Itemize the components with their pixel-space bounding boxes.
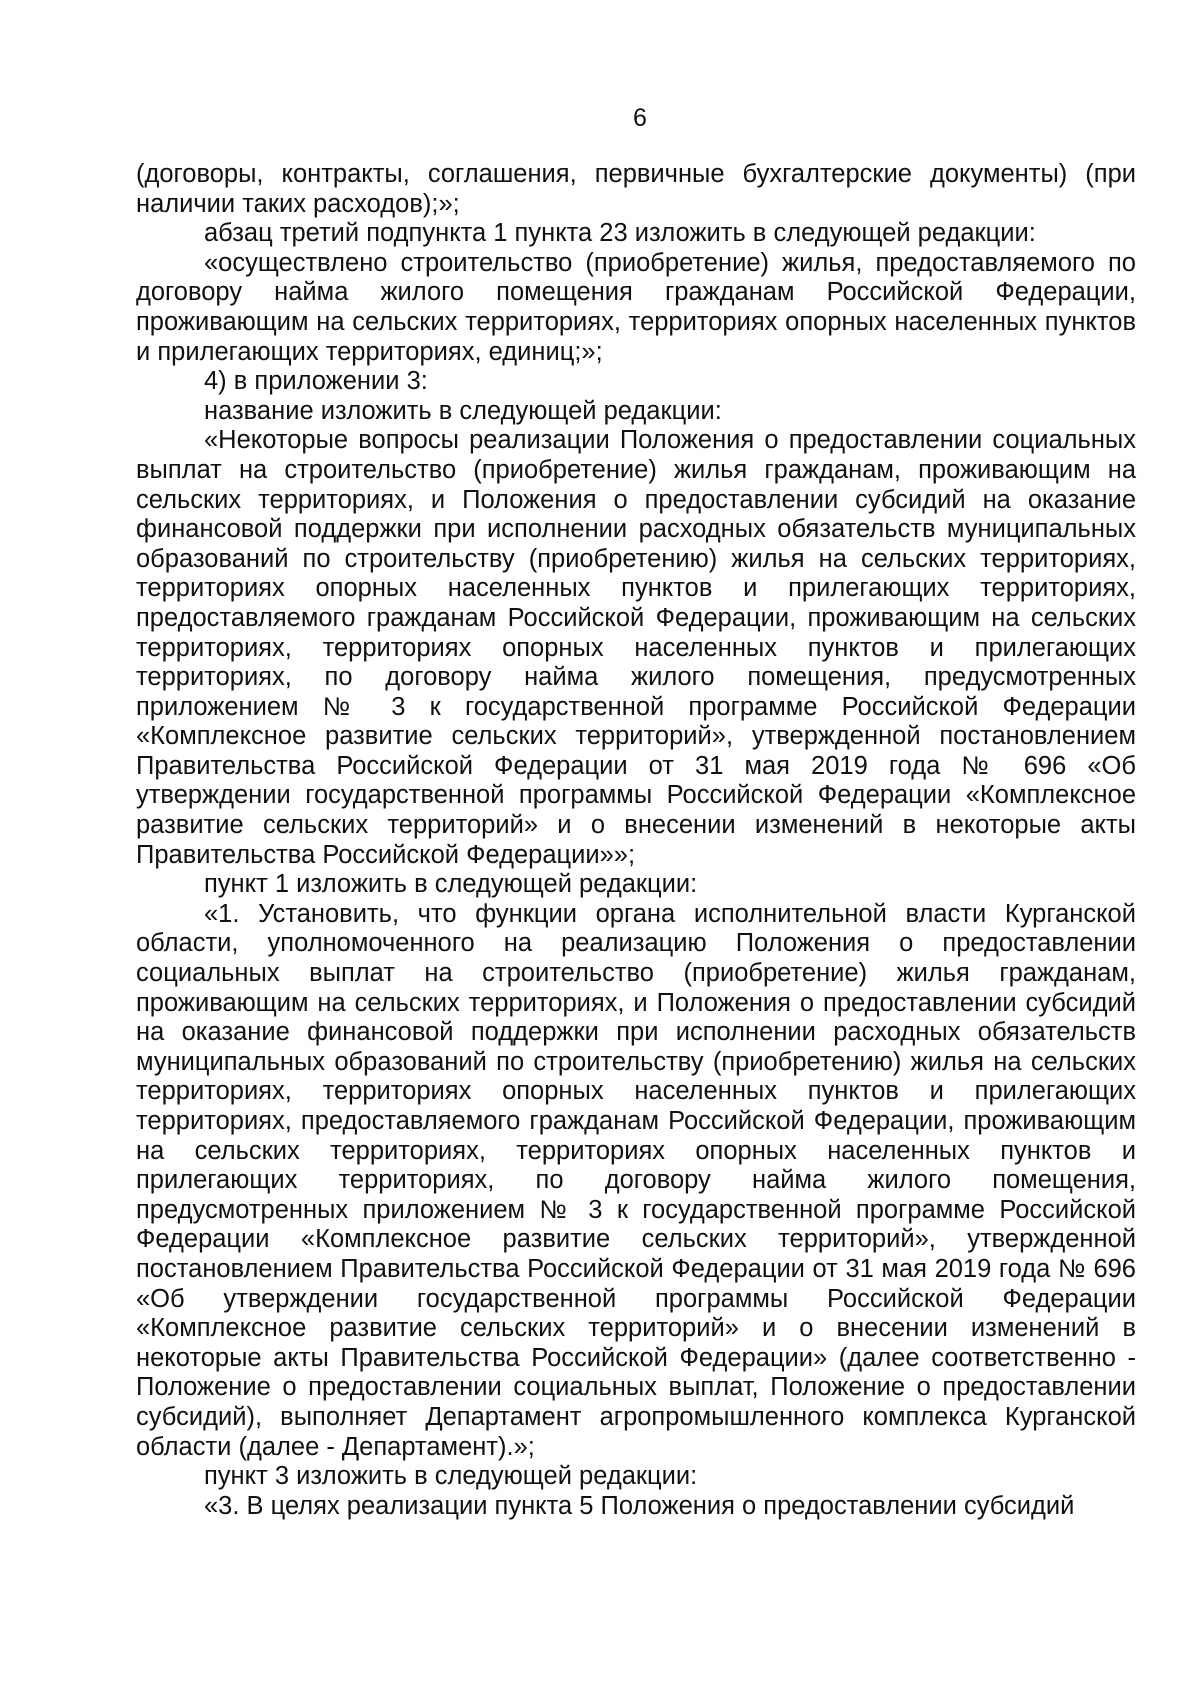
page-number: 6: [633, 104, 647, 132]
paragraph: «Некоторые вопросы реализации Положения о предоставлении социальных выплат на строительство (приобретение) жилья гражданам, проживающим на сельских территориях, и Положения о предоставлении субсидий на оказание финансовой поддержки при исполнении расходных обязательств муниципальных образований по строительству (приобретению) жилья на сельских территориях, территориях опорных населенных пунктов и прилегающих территориях, предоставляемого гражданам Российской Федерации, проживающим на сельских территориях, территориях опорных населенных пунктов и прилегающих территориях, по договору найма жилого помещения, предусмотренных приложением № 3 к государственной программе Российской Федерации «Комплексное развитие сельских территорий», утвержденной постановлением Правительства Российской Федерации от 31 мая 2019 года № 696 «Об утверждении государственной программы Российской Федерации «Комплексное развитие сельских территорий» и о внесении изменений в некоторые акты Правительства Российской Федерации»»;: [136, 426, 1136, 869]
paragraph: «1. Установить, что функции органа исполнительной власти Курганской области, уполномоченного на реализацию Положения о предоставлении социальных выплат на строительство (приобретение) жилья гражданам, проживающим на сельских территориях, и Положения о предоставлении субсидий на оказание финансовой поддержки при исполнении расходных обязательств муниципальных образований по строительству (приобретению) жилья на сельских территориях, территориях опорных населенных пунктов и прилегающих территориях, предоставляемого гражданам Российской Федерации, проживающим на сельских территориях, территориях опорных населенных пунктов и прилегающих территориях, по договору найма жилого помещения, предусмотренных приложением № 3 к государственной программе Российской Федерации «Комплексное развитие сельских территорий», утвержденной постановлением Правительства Российской Федерации от 31 мая 2019 года № 696 «Об утверждении государственной программы Российской Федерации «Комплексное развитие сельских территорий» и о внесении изменений в некоторые акты Правительства Российской Федерации» (далее соответственно - Положение о предоставлении социальных выплат, Положение о предоставлении субсидий), выполняет Департамент агропромышленного комплекса Курганской области (далее - Департамент).»;: [136, 899, 1136, 1461]
paragraph: абзац третий подпункта 1 пункта 23 изложить в следующей редакции:: [204, 219, 1036, 248]
paragraph: (договоры, контракты, соглашения, первичные бухгалтерские документы) (при наличии таких расходов);»;: [136, 160, 1136, 218]
paragraph: «осуществлено строительство (приобретение) жилья, предоставляемого по договору найма жилого помещения гражданам Российской Федерации, проживающим на сельских территориях, территориях опорных населенных пунктов и прилегающих территориях, единиц;»;: [136, 248, 1136, 366]
document-body: [136, 160, 1136, 1521]
paragraph: название изложить в следующей редакции:: [204, 396, 722, 425]
paragraph: 4) в приложении 3:: [204, 367, 428, 396]
paragraph: пункт 3 изложить в следующей редакции:: [204, 1462, 698, 1491]
paragraph: «3. В целях реализации пункта 5 Положения о предоставлении субсидий: [204, 1491, 1075, 1520]
paragraph: пункт 1 изложить в следующей редакции:: [204, 870, 698, 899]
